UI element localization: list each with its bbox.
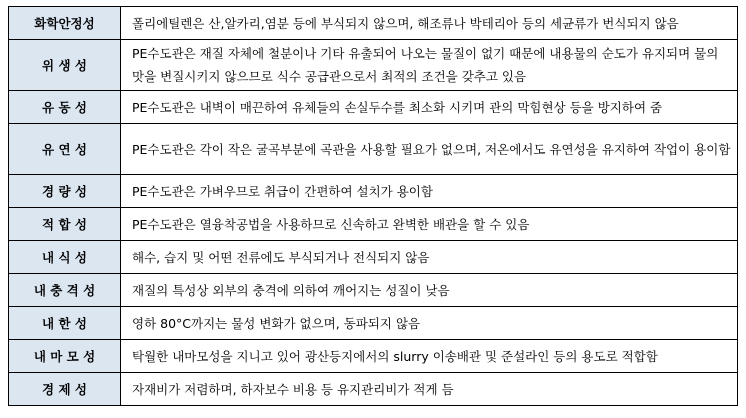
properties-table-container — [8, 6, 738, 406]
properties-table — [8, 6, 738, 406]
property-label: 유 연 성 — [9, 124, 121, 175]
property-label: 화학안정성 — [9, 7, 121, 40]
property-description: PE수도관은 재질 자체에 철분이나 기타 유출되어 나오는 물질이 없기 때문에 내용물의 순도가 유지되며 물의 맛을 변질시키지 않으므로 식수 공급관으로서 최적의 조건을 갖추고 있음 — [121, 40, 738, 91]
table-row — [9, 373, 738, 406]
property-label: 적 합 성 — [9, 208, 121, 241]
property-description: 재질의 특성상 외부의 충격에 의하여 깨어지는 성질이 낮음 — [121, 274, 738, 307]
property-description: PE수도관은 열융착공법을 사용하므로 신속하고 완벽한 배관을 할 수 있음 — [121, 208, 738, 241]
table-row — [9, 175, 738, 208]
property-label: 유 동 성 — [9, 91, 121, 124]
property-description: 자재비가 저렴하며, 하자보수 비용 등 유지관리비가 적게 듬 — [121, 373, 738, 406]
table-row — [9, 7, 738, 40]
property-description: PE수도관은 각이 작은 굴곡부분에 곡관을 사용할 필요가 없으며, 저온에서도 유연성을 유지하여 작업이 용이함 — [121, 124, 738, 175]
table-row — [9, 307, 738, 340]
property-label: 내 충 격 성 — [9, 274, 121, 307]
property-label: 위 생 성 — [9, 40, 121, 91]
property-label: 경 량 성 — [9, 175, 121, 208]
table-row — [9, 40, 738, 91]
property-label: 내 식 성 — [9, 241, 121, 274]
table-row — [9, 91, 738, 124]
property-description: 해수, 습지 및 어떤 전류에도 부식되거나 전식되지 않음 — [121, 241, 738, 274]
property-label: 내 마 모 성 — [9, 340, 121, 373]
property-description: 폴리에틸렌은 산,알카리,염분 등에 부식되지 않으며, 해조류나 박테리아 등의 세균류가 번식되지 않음 — [121, 7, 738, 40]
table-row — [9, 124, 738, 175]
table-row — [9, 208, 738, 241]
table-row — [9, 241, 738, 274]
table-row — [9, 274, 738, 307]
property-label: 내 한 성 — [9, 307, 121, 340]
property-description: PE수도관은 내벽이 매끈하여 유체들의 손실두수를 최소화 시키며 관의 막힘현상 등을 방지하여 줌 — [121, 91, 738, 124]
property-description: 영하 80°C까지는 물성 변화가 없으며, 동파되지 않음 — [121, 307, 738, 340]
property-description: PE수도관은 가벼우므로 취급이 간편하여 설치가 용이함 — [121, 175, 738, 208]
property-description: 탁월한 내마모성을 지니고 있어 광산등지에서의 slurry 이송배관 및 준설라인 등의 용도로 적합함 — [121, 340, 738, 373]
property-label: 경 제 성 — [9, 373, 121, 406]
table-row — [9, 340, 738, 373]
